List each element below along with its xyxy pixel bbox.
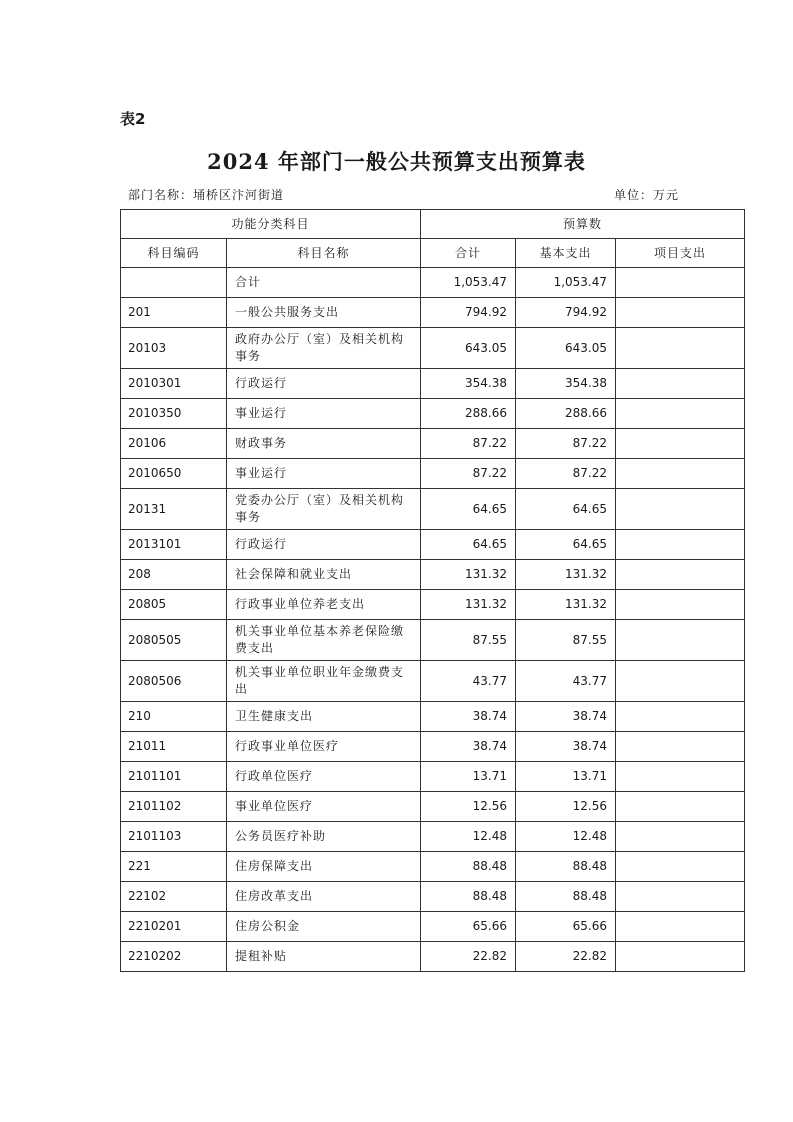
cell-code: 201 xyxy=(121,298,227,328)
cell-project xyxy=(616,732,745,762)
header-functional-group: 功能分类科目 xyxy=(121,210,421,239)
cell-total: 22.82 xyxy=(421,942,516,972)
cell-name: 行政事业单位养老支出 xyxy=(227,590,421,620)
cell-total: 64.65 xyxy=(421,489,516,530)
cell-code: 208 xyxy=(121,560,227,590)
cell-name: 公务员医疗补助 xyxy=(227,822,421,852)
cell-basic: 643.05 xyxy=(516,328,616,369)
table-row xyxy=(121,822,745,852)
cell-name: 事业单位医疗 xyxy=(227,792,421,822)
cell-basic: 131.32 xyxy=(516,590,616,620)
cell-project xyxy=(616,560,745,590)
cell-project xyxy=(616,590,745,620)
cell-code: 2101103 xyxy=(121,822,227,852)
cell-total: 38.74 xyxy=(421,702,516,732)
cell-basic: 38.74 xyxy=(516,732,616,762)
cell-name: 财政事务 xyxy=(227,429,421,459)
cell-project xyxy=(616,268,745,298)
cell-total: 794.92 xyxy=(421,298,516,328)
cell-name: 行政运行 xyxy=(227,369,421,399)
cell-project xyxy=(616,429,745,459)
cell-total: 1,053.47 xyxy=(421,268,516,298)
table-row xyxy=(121,942,745,972)
cell-project xyxy=(616,620,745,661)
table-row xyxy=(121,530,745,560)
cell-basic: 88.48 xyxy=(516,852,616,882)
table-row xyxy=(121,268,745,298)
cell-code: 2080506 xyxy=(121,661,227,702)
cell-code: 2101102 xyxy=(121,792,227,822)
cell-project xyxy=(616,328,745,369)
cell-basic: 88.48 xyxy=(516,882,616,912)
table-row xyxy=(121,298,745,328)
table-row xyxy=(121,429,745,459)
table-row xyxy=(121,560,745,590)
table-row xyxy=(121,882,745,912)
cell-basic: 87.22 xyxy=(516,459,616,489)
page-title: 2024 年部门一般公共预算支出预算表 xyxy=(207,149,586,174)
cell-basic: 64.65 xyxy=(516,489,616,530)
cell-basic: 794.92 xyxy=(516,298,616,328)
cell-code: 2010301 xyxy=(121,369,227,399)
cell-basic: 12.48 xyxy=(516,822,616,852)
cell-basic: 354.38 xyxy=(516,369,616,399)
header-project: 项目支出 xyxy=(616,239,745,268)
table-row xyxy=(121,590,745,620)
cell-code: 2210201 xyxy=(121,912,227,942)
cell-total: 131.32 xyxy=(421,590,516,620)
cell-total: 13.71 xyxy=(421,762,516,792)
cell-name: 一般公共服务支出 xyxy=(227,298,421,328)
header-code: 科目编码 xyxy=(121,239,227,268)
table-row xyxy=(121,732,745,762)
cell-name: 社会保障和就业支出 xyxy=(227,560,421,590)
budget-table xyxy=(120,209,745,972)
cell-name: 住房保障支出 xyxy=(227,852,421,882)
cell-code: 20805 xyxy=(121,590,227,620)
unit-label: 单位：万元 xyxy=(614,188,680,202)
cell-code: 20106 xyxy=(121,429,227,459)
cell-name: 卫生健康支出 xyxy=(227,702,421,732)
department-name: 部门名称：埇桥区汴河街道 xyxy=(128,188,285,202)
table-row xyxy=(121,459,745,489)
cell-total: 38.74 xyxy=(421,732,516,762)
cell-project xyxy=(616,942,745,972)
cell-project xyxy=(616,489,745,530)
cell-code: 20131 xyxy=(121,489,227,530)
cell-project xyxy=(616,912,745,942)
cell-basic: 64.65 xyxy=(516,530,616,560)
cell-project xyxy=(616,762,745,792)
cell-total: 12.56 xyxy=(421,792,516,822)
cell-total: 88.48 xyxy=(421,882,516,912)
table-row xyxy=(121,489,745,530)
table-row xyxy=(121,792,745,822)
cell-basic: 131.32 xyxy=(516,560,616,590)
cell-code: 2010650 xyxy=(121,459,227,489)
cell-total: 88.48 xyxy=(421,852,516,882)
cell-basic: 1,053.47 xyxy=(516,268,616,298)
cell-project xyxy=(616,298,745,328)
header-total: 合计 xyxy=(421,239,516,268)
cell-code: 2210202 xyxy=(121,942,227,972)
header-basic: 基本支出 xyxy=(516,239,616,268)
cell-project xyxy=(616,882,745,912)
cell-code: 21011 xyxy=(121,732,227,762)
cell-name: 住房改革支出 xyxy=(227,882,421,912)
cell-project xyxy=(616,702,745,732)
cell-total: 643.05 xyxy=(421,328,516,369)
cell-total: 87.22 xyxy=(421,429,516,459)
cell-name: 机关事业单位基本养老保险缴费支出 xyxy=(227,620,421,661)
cell-name: 政府办公厅（室）及相关机构事务 xyxy=(227,328,421,369)
cell-name: 合计 xyxy=(227,268,421,298)
table-row xyxy=(121,661,745,702)
table-row xyxy=(121,369,745,399)
cell-code: 210 xyxy=(121,702,227,732)
cell-project xyxy=(616,399,745,429)
cell-total: 64.65 xyxy=(421,530,516,560)
cell-basic: 288.66 xyxy=(516,399,616,429)
table-row xyxy=(121,702,745,732)
cell-name: 行政运行 xyxy=(227,530,421,560)
cell-total: 87.22 xyxy=(421,459,516,489)
table-row xyxy=(121,328,745,369)
cell-name: 行政单位医疗 xyxy=(227,762,421,792)
cell-total: 65.66 xyxy=(421,912,516,942)
cell-total: 87.55 xyxy=(421,620,516,661)
cell-total: 43.77 xyxy=(421,661,516,702)
cell-name: 事业运行 xyxy=(227,459,421,489)
cell-code: 20103 xyxy=(121,328,227,369)
cell-basic: 38.74 xyxy=(516,702,616,732)
cell-total: 131.32 xyxy=(421,560,516,590)
cell-project xyxy=(616,459,745,489)
cell-project xyxy=(616,661,745,702)
cell-total: 354.38 xyxy=(421,369,516,399)
cell-basic: 87.55 xyxy=(516,620,616,661)
header-budget-group: 预算数 xyxy=(421,210,745,239)
table-number-label: 表2 xyxy=(120,110,146,128)
cell-name: 住房公积金 xyxy=(227,912,421,942)
table-body xyxy=(121,268,745,972)
table-row xyxy=(121,620,745,661)
cell-basic: 43.77 xyxy=(516,661,616,702)
table-row xyxy=(121,852,745,882)
cell-total: 12.48 xyxy=(421,822,516,852)
table-row xyxy=(121,762,745,792)
cell-basic: 87.22 xyxy=(516,429,616,459)
header-name: 科目名称 xyxy=(227,239,421,268)
cell-basic: 12.56 xyxy=(516,792,616,822)
cell-name: 党委办公厅（室）及相关机构事务 xyxy=(227,489,421,530)
table-row xyxy=(121,912,745,942)
cell-name: 机关事业单位职业年金缴费支出 xyxy=(227,661,421,702)
cell-code: 22102 xyxy=(121,882,227,912)
cell-basic: 65.66 xyxy=(516,912,616,942)
cell-project xyxy=(616,852,745,882)
cell-total: 288.66 xyxy=(421,399,516,429)
cell-name: 提租补贴 xyxy=(227,942,421,972)
cell-code xyxy=(121,268,227,298)
cell-project xyxy=(616,369,745,399)
cell-name: 行政事业单位医疗 xyxy=(227,732,421,762)
cell-code: 221 xyxy=(121,852,227,882)
cell-code: 2101101 xyxy=(121,762,227,792)
cell-code: 2010350 xyxy=(121,399,227,429)
cell-project xyxy=(616,822,745,852)
cell-basic: 22.82 xyxy=(516,942,616,972)
cell-name: 事业运行 xyxy=(227,399,421,429)
cell-basic: 13.71 xyxy=(516,762,616,792)
cell-code: 2080505 xyxy=(121,620,227,661)
cell-project xyxy=(616,792,745,822)
cell-code: 2013101 xyxy=(121,530,227,560)
table-row xyxy=(121,399,745,429)
cell-project xyxy=(616,530,745,560)
